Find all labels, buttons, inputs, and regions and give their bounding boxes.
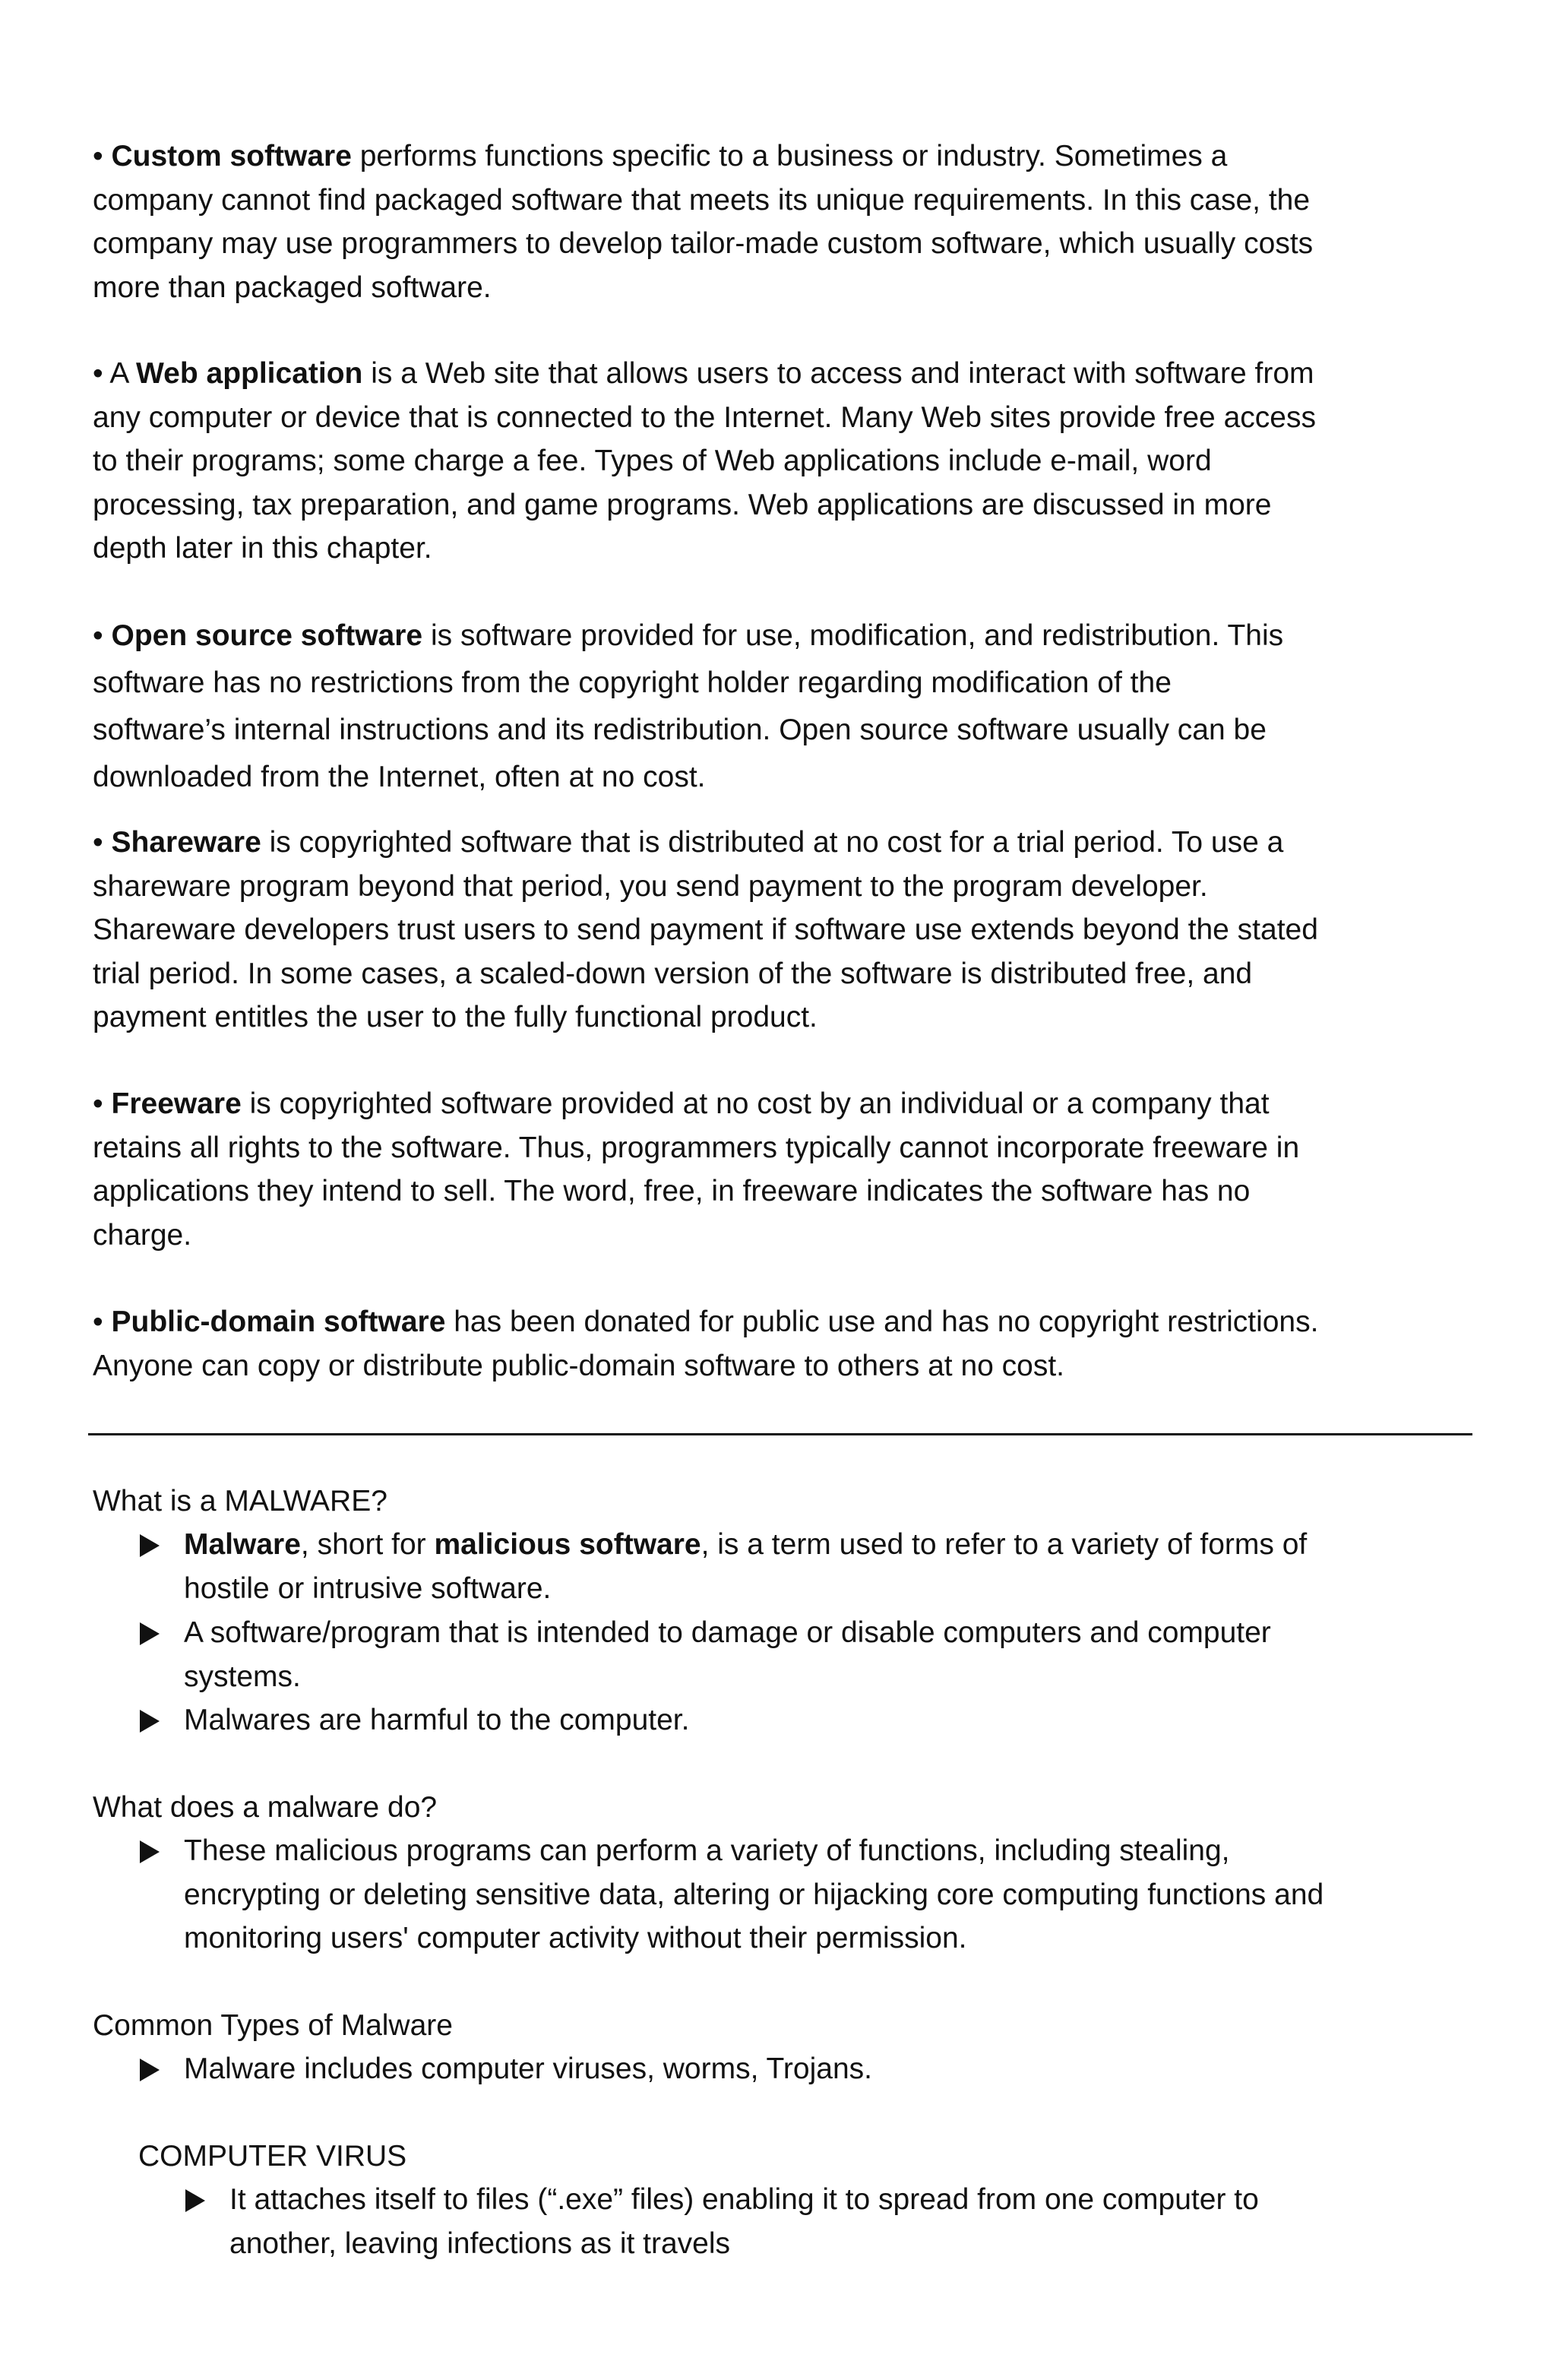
paragraph-line: software’s internal instructions and its redistribution. Open source software usually can be	[93, 714, 1267, 746]
freeware-paragraph	[93, 1082, 1460, 1257]
paragraph-line: any computer or device that is connected to the Internet. Many Web sites provide free access	[93, 400, 1316, 434]
bullet-line-text: , is a term used to refer to a variety of forms of	[701, 1528, 1308, 1561]
bullet-text	[184, 1523, 1307, 1610]
triangle-bullet-icon	[140, 1622, 160, 1645]
malware-harmful-item	[140, 1698, 1469, 1742]
term-prefix: A	[109, 357, 137, 390]
malware-types-heading: Common Types of Malware	[93, 2009, 453, 2042]
paragraph-line	[93, 1300, 1460, 1344]
bullet-text	[184, 1829, 1324, 1961]
paragraph-line: processing, tax preparation, and game programs. Web applications are discussed in more	[93, 488, 1272, 521]
paragraph-line: downloaded from the Internet, often at no cost.	[93, 761, 706, 793]
paragraph-line: more than packaged software.	[93, 271, 492, 304]
term-freeware: Freeware	[111, 1087, 242, 1120]
paragraph-line-text: is a Web site that allows users to access and interact with software from	[362, 357, 1314, 390]
paragraph-line: Shareware developers trust users to send payment if software use extends beyond the stated	[93, 913, 1318, 946]
paragraph-line	[93, 821, 1460, 865]
paragraph-line: company cannot find packaged software that meets its unique requirements. In this case, the	[93, 183, 1311, 217]
paragraph-line-text: performs functions specific to a business or industry. Sometimes a	[351, 140, 1228, 172]
bullet-line: Malware includes computer viruses, worms, Trojans.	[184, 2052, 872, 2085]
paragraph-line: Anyone can copy or distribute public-domain software to others at no cost.	[93, 1349, 1065, 1382]
bullet-dot: •	[93, 619, 103, 652]
bullet-line: It attaches itself to files (“.exe” files) enabling it to spread from one computer to	[229, 2183, 1259, 2216]
paragraph-line	[93, 352, 1460, 396]
malware-question-heading: What is a MALWARE?	[93, 1485, 387, 1518]
malware-function-item	[140, 1829, 1469, 1961]
paragraph-line	[93, 135, 1460, 179]
bullet-text	[229, 2178, 1259, 2265]
paragraph-line-text: has been donated for public use and has no copyright restrictions.	[445, 1306, 1319, 1338]
triangle-bullet-icon	[140, 2059, 160, 2081]
triangle-bullet-icon	[140, 1534, 160, 1557]
section-divider	[88, 1433, 1472, 1435]
paragraph-line: charge.	[93, 1218, 192, 1252]
custom-software-paragraph	[93, 135, 1460, 309]
term-open-source-software: Open source software	[111, 619, 423, 652]
paragraph-line: trial period. In some cases, a scaled-down version of the software is distributed free, and	[93, 957, 1253, 990]
bullet-text	[184, 1698, 689, 1742]
open-source-software-paragraph	[93, 612, 1460, 801]
bullet-dot: •	[93, 1087, 103, 1120]
public-domain-software-paragraph	[93, 1300, 1460, 1388]
bullet-line	[184, 1523, 1307, 1567]
term-shareware: Shareware	[111, 826, 261, 859]
bullet-dot: •	[93, 1306, 103, 1338]
bullet-dot: •	[93, 826, 103, 859]
triangle-bullet-icon	[185, 2189, 205, 2212]
term-custom-software: Custom software	[111, 140, 352, 172]
bullet-line: encrypting or deleting sensitive data, altering or hijacking core computing functions and	[184, 1878, 1324, 1911]
bullet-line: These malicious programs can perform a variety of functions, including stealing,	[184, 1834, 1230, 1867]
shareware-paragraph	[93, 821, 1460, 1040]
bullet-line: hostile or intrusive software.	[184, 1571, 552, 1605]
paragraph-line: software has no restrictions from the copyright holder regarding modification of the	[93, 666, 1172, 699]
triangle-bullet-icon	[140, 1840, 160, 1863]
bullet-text	[184, 2047, 872, 2091]
computer-virus-heading: COMPUTER VIRUS	[138, 2140, 407, 2173]
paragraph-line: shareware program beyond that period, you send payment to the program developer.	[93, 869, 1208, 903]
bullet-line: another, leaving infections as it travels	[229, 2227, 731, 2260]
bullet-line: A software/program that is intended to damage or disable computers and computer	[184, 1616, 1271, 1649]
malware-function-heading: What does a malware do?	[93, 1791, 438, 1824]
term-malware: Malware	[184, 1528, 301, 1561]
paragraph-line-text: is copyrighted software provided at no cost by an individual or a company that	[241, 1087, 1270, 1120]
malware-purpose-item	[140, 1611, 1469, 1699]
paragraph-line: depth later in this chapter.	[93, 532, 432, 565]
bullet-line: monitoring users' computer activity without their permission.	[184, 1922, 967, 1954]
term-web-application: Web application	[136, 357, 363, 390]
web-application-paragraph	[93, 352, 1460, 571]
paragraph-line-text: is copyrighted software that is distributed at no cost for a trial period. To use a	[261, 826, 1284, 859]
malware-definition-item	[140, 1523, 1469, 1611]
paragraph-line: company may use programmers to develop tailor-made custom software, which usually costs	[93, 227, 1314, 260]
paragraph-line	[93, 1082, 1460, 1126]
bullet-text	[184, 1611, 1271, 1698]
term-malicious-software: malicious software	[434, 1528, 701, 1561]
term-public-domain-software: Public-domain software	[111, 1306, 446, 1338]
malware-types-item	[140, 2047, 1469, 2091]
paragraph-line	[93, 612, 1460, 660]
bullet-dot: •	[93, 140, 103, 172]
bullet-dot: •	[93, 357, 103, 390]
paragraph-line: payment entitles the user to the fully functional product.	[93, 1001, 818, 1033]
bullet-line: Malwares are harmful to the computer.	[184, 1704, 690, 1736]
triangle-bullet-icon	[140, 1710, 160, 1733]
bullet-line-text: , short for	[300, 1528, 435, 1561]
bullet-line: systems.	[184, 1660, 301, 1693]
computer-virus-item	[185, 2178, 1469, 2266]
paragraph-line: to their programs; some charge a fee. Types of Web applications include e-mail, word	[93, 445, 1212, 477]
paragraph-line-text: is software provided for use, modification, and redistribution. This	[422, 619, 1284, 652]
paragraph-line: retains all rights to the software. Thus, programmers typically cannot incorporate freeware in	[93, 1131, 1300, 1164]
paragraph-line: applications they intend to sell. The word, free, in freeware indicates the software has no	[93, 1175, 1251, 1207]
